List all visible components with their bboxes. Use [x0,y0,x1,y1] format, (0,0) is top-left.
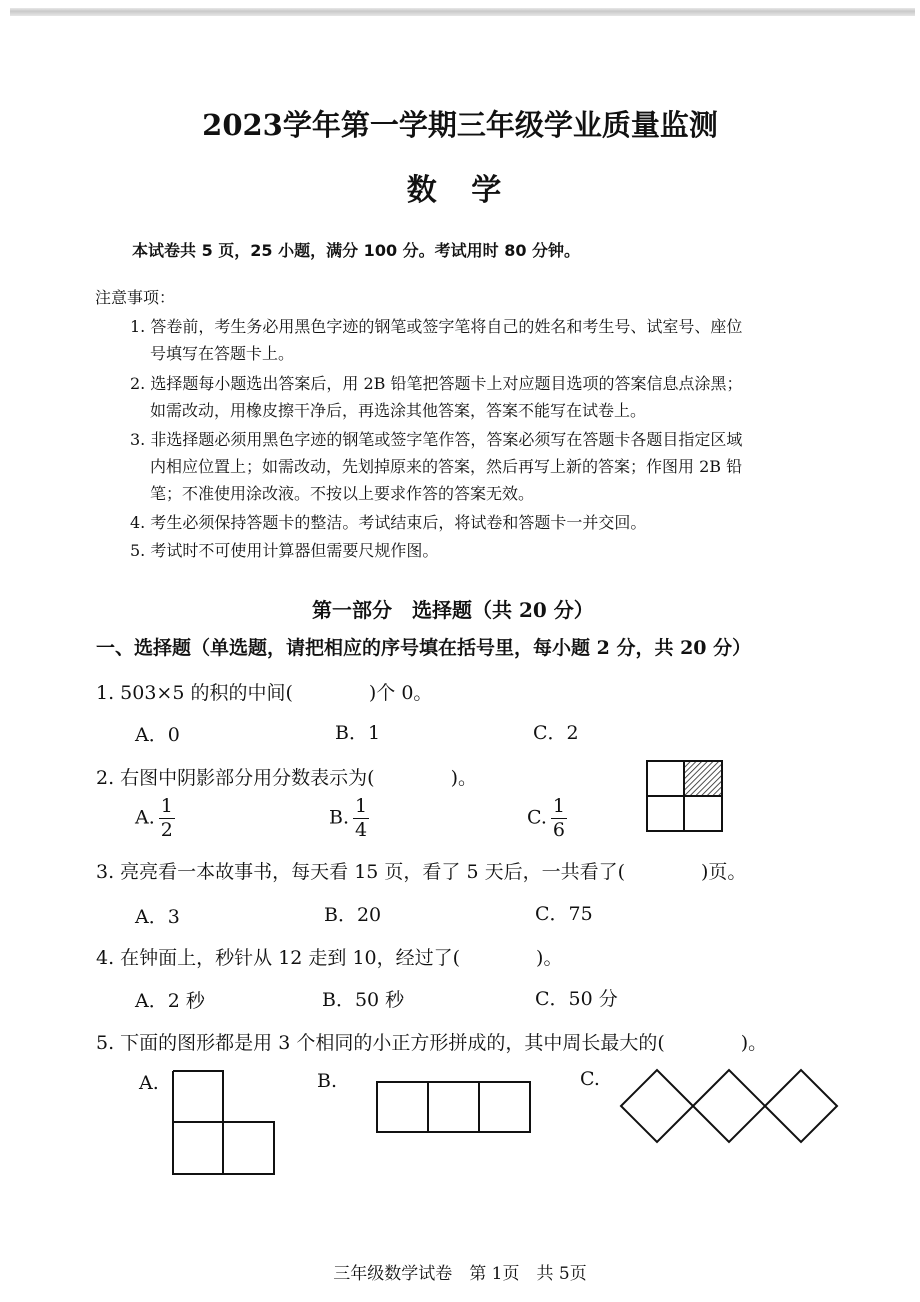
exam-title: 2023学年第一学期三年级学业质量监测 [202,108,718,142]
q1-option-c: C．2 [533,722,579,744]
page-footer: 三年级数学试卷 第 1页 共 5页 [333,1264,587,1284]
question-2-stem: 2. 右图中阴影部分用分数表示为( )。 [96,767,477,789]
numerator: 1 [552,795,565,817]
q3-option-a: A．3 [135,906,180,928]
notes-heading: 注意事项： [95,288,176,307]
q1-option-b: B．1 [335,722,381,744]
scan-top-border [10,8,915,16]
note-line: 3. 非选择题必须用黑色字迹的钢笔或签字笔作答，答案必须写在答题卡各题目指定区域 [130,430,743,449]
numerator: 1 [160,795,173,817]
question-3-stem: 3. 亮亮看一本故事书，每天看 15 页，看了 5 天后，一共看了( )页。 [96,861,747,883]
q4-option-b: B．50 秒 [322,989,405,1011]
fraction [551,797,567,840]
shaded-square-figure [646,760,724,832]
note-line: 内相应位置上；如需改动，先划掉原来的答案，然后再写上新的答案；作图用 2B 铅 [150,457,743,476]
diamond-chain-figure [619,1068,837,1146]
question-1-stem: 1. 503×5 的积的中间( )个 0。 [96,682,433,704]
part-heading: 第一部分 选择题（共 20 分） [312,598,594,622]
option-letter: A. [135,806,155,829]
option-letter: B. [329,806,350,829]
note-line: 5. 考试时不可使用计算器但需要尺规作图。 [130,541,439,560]
q5-option-a: A. [139,1072,159,1094]
denominator: 2 [160,819,173,841]
note-line: 如需改动，用橡皮擦干净后，再选涂其他答案，答案不能写在试卷上。 [150,401,647,420]
row-of-squares-figure [376,1081,532,1133]
q4-option-a: A．2 秒 [135,990,205,1012]
section-heading: 一、选择题（单选题，请把相应的序号填在括号里，每小题 2 分，共 20 分） [96,637,752,659]
note-line: 2. 选择题每小题选出答案后，用 2B 铅笔把答题卡上对应题目选项的答案信息点涂黑； [130,374,743,393]
option-letter: C. [527,806,547,829]
q3-option-b: B．20 [324,904,382,926]
fraction [353,797,369,840]
fraction [159,797,175,840]
question-4-stem: 4. 在钟面上，秒针从 12 走到 10，经过了( )。 [96,947,563,969]
note-line: 1. 答卷前，考生务必用黑色字迹的钢笔或签字笔将自己的姓名和考生号、试室号、座位 [130,317,743,336]
q4-option-c: C．50 分 [535,988,618,1010]
shaded-quarter [684,761,722,796]
question-5-stem: 5. 下面的图形都是用 3 个相同的小正方形拼成的，其中周长最大的( )。 [96,1032,768,1054]
numerator: 1 [355,795,368,817]
note-line: 号填写在答题卡上。 [150,344,295,363]
subject-title: 数 学 [406,173,514,208]
q3-option-c: C．75 [535,903,593,925]
note-line: 4. 考生必须保持答题卡的整洁。考试结束后，将试卷和答题卡一并交回。 [130,513,647,532]
denominator: 6 [552,819,565,841]
denominator: 4 [355,819,368,841]
note-line: 笔；不准使用涂改液。不按以上要求作答的答案无效。 [150,484,535,503]
q5-option-b: B. [317,1070,338,1092]
q2-option-c [527,797,567,840]
q2-option-a [135,797,175,840]
exam-intro: 本试卷共 5 页，25 小题，满分 100 分。考试用时 80 分钟。 [132,241,581,260]
q5-option-c: C. [580,1068,600,1090]
q1-option-a: A．0 [135,724,180,746]
l-shape-figure [172,1070,276,1176]
q2-option-b [329,797,369,840]
